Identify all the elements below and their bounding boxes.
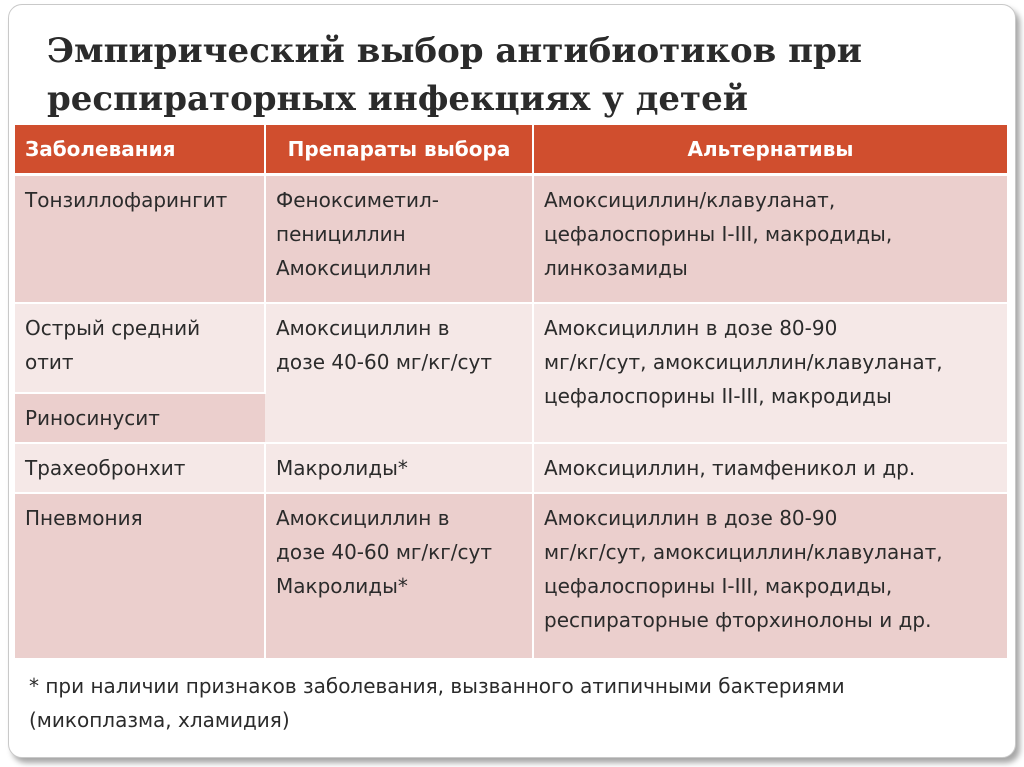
- disease-cell: Тонзиллофарингит: [15, 175, 265, 303]
- footnote: [29, 669, 999, 737]
- title-line-2: респираторных инфекциях у детей: [47, 79, 748, 119]
- footnote-line-2: (микоплазма, хламидия): [29, 708, 290, 732]
- alternatives-cell: Амоксициллин в дозе 80-90 мг/кг/сут, амоксициллин/клавуланат, цефалоспорины II-III, макродиды: [533, 303, 1007, 443]
- table-row: [15, 175, 1007, 303]
- choice-cell: Амоксициллин в дозе 40-60 мг/кг/сут: [265, 303, 533, 443]
- alternatives-cell: Амоксициллин/клавуланат, цефалоспорины I-III, макродиды, линкозамиды: [533, 175, 1007, 303]
- table-header-row: [15, 125, 1007, 175]
- table-row: [15, 493, 1007, 659]
- alternatives-cell: Амоксициллин в дозе 80-90 мг/кг/сут, амоксициллин/клавуланат, цефалоспорины I-III, макродиды, респираторные фторхинолоны и др.: [533, 493, 1007, 659]
- title-line-1: Эмпирический выбор антибиотиков при: [47, 31, 863, 71]
- page-title: [47, 27, 987, 123]
- choice-cell: Амоксициллин в дозе 40-60 мг/кг/сут Макролиды*: [265, 493, 533, 659]
- header-alternatives: Альтернативы: [533, 125, 1007, 175]
- disease-cell: Трахеобронхит: [15, 443, 265, 493]
- choice-cell: Феноксиметил- пенициллин Амоксициллин: [265, 175, 533, 303]
- disease-cell: Острый средний отит: [15, 303, 265, 393]
- slide: [8, 4, 1016, 758]
- disease-cell: Риносинусит: [15, 393, 265, 443]
- table-row: [15, 303, 1007, 393]
- choice-cell: Макролиды*: [265, 443, 533, 493]
- alternatives-cell: Амоксициллин, тиамфеникол и др.: [533, 443, 1007, 493]
- antibiotics-table: [15, 125, 1007, 660]
- header-drugs-of-choice: Препараты выбора: [265, 125, 533, 175]
- table-row: [15, 443, 1007, 493]
- header-diseases: Заболевания: [15, 125, 265, 175]
- footnote-line-1: * при наличии признаков заболевания, вызванного атипичными бактериями: [29, 674, 845, 698]
- disease-cell: Пневмония: [15, 493, 265, 659]
